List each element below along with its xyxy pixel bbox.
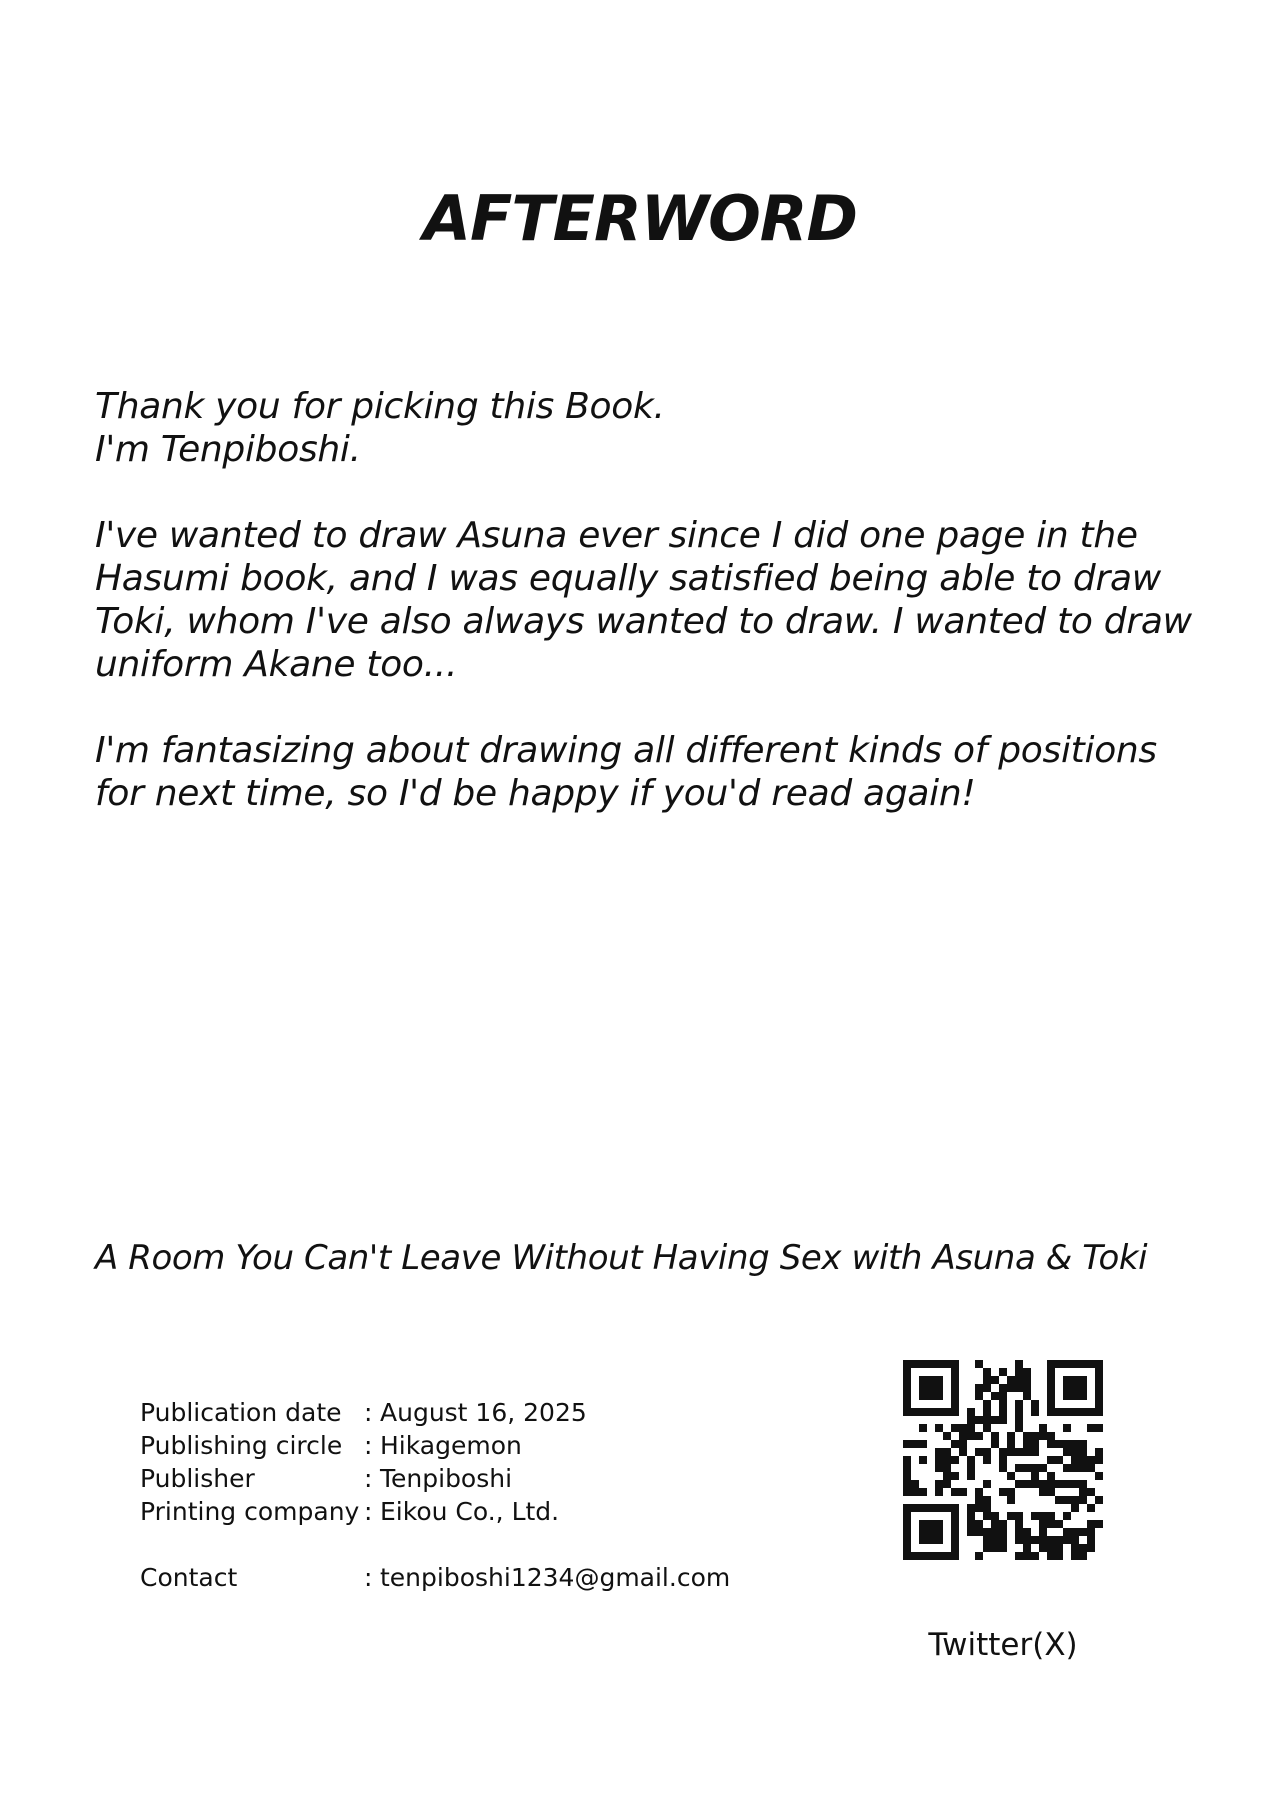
colophon-separator: : [364, 1431, 373, 1460]
colophon-separator: : [364, 1464, 373, 1493]
colophon-value: Hikagemon [380, 1431, 522, 1460]
colophon [140, 1396, 730, 1594]
colophon-value: Eikou Co., Ltd. [380, 1497, 560, 1526]
message-line: I'm Tenpiboshi. [95, 429, 361, 470]
colophon-label: Publication date [140, 1398, 342, 1427]
colophon-label: Publisher [140, 1464, 255, 1493]
colophon-separator: : [364, 1497, 373, 1526]
colophon-row [140, 1495, 730, 1528]
message-paragraph [95, 385, 1215, 471]
contact-row [140, 1561, 730, 1594]
message-line: Hasumi book, and I was equally satisfied being able to draw [95, 558, 1161, 599]
colophon-row [140, 1396, 730, 1429]
book-title: A Room You Can't Leave Without Having Sex with Asuna & Toki [95, 1238, 1148, 1278]
qr-code-icon[interactable] [903, 1360, 1103, 1560]
message-line: for next time, so I'd be happy if you'd read again! [95, 773, 976, 814]
colophon-value: August 16, 2025 [380, 1398, 587, 1427]
colophon-value: Tenpiboshi [380, 1464, 513, 1493]
colophon-spacer [140, 1528, 730, 1561]
message-paragraph [95, 514, 1215, 686]
message-line: I'm fantasizing about drawing all different kinds of positions [95, 730, 1157, 771]
message-line: Thank you for picking this Book. [95, 386, 665, 427]
message-line: I've wanted to draw Asuna ever since I did one page in the [95, 515, 1138, 556]
afterword-message [95, 385, 1215, 858]
contact-label: Contact [140, 1563, 238, 1592]
message-paragraph [95, 729, 1215, 815]
colophon-row [140, 1429, 730, 1462]
colophon-label: Publishing circle [140, 1431, 343, 1460]
colophon-separator: : [364, 1563, 373, 1592]
colophon-separator: : [364, 1398, 373, 1427]
contact-email[interactable]: tenpiboshi1234@gmail.com [380, 1563, 731, 1592]
qr-caption: Twitter(X) [928, 1627, 1078, 1663]
colophon-row [140, 1462, 730, 1495]
colophon-label: Printing company [140, 1497, 360, 1526]
message-line: uniform Akane too... [95, 644, 458, 685]
page-title: AFTERWORD [422, 182, 858, 255]
message-line: Toki, whom I've also always wanted to draw. I wanted to draw [95, 601, 1192, 642]
